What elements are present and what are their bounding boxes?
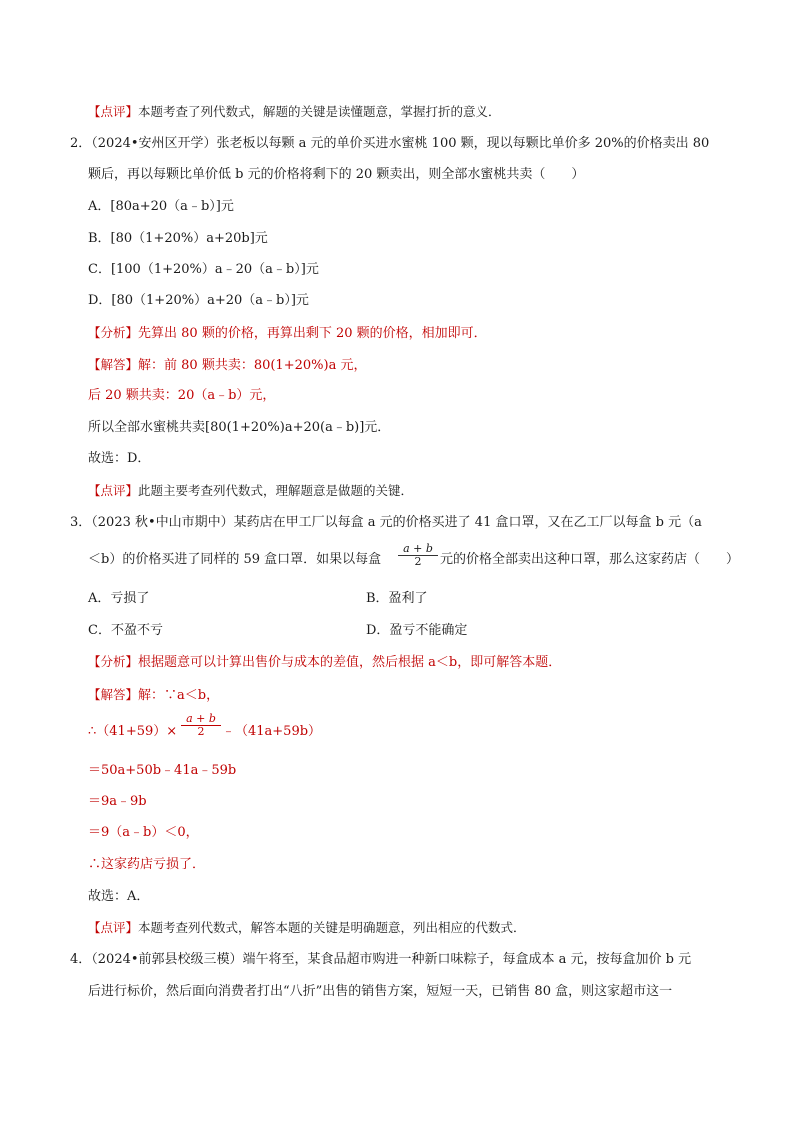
review-text: 此题主要考查列代数式，理解题意是做题的关键． — [138, 483, 414, 498]
q2-solution-line1 — [88, 356, 366, 375]
q3-calc-line3: ＝9a﹣9b — [88, 794, 147, 809]
fraction-numerator: a + b — [181, 713, 221, 726]
q4-stem-line1: 4．（2024•前郭县校级三模）端午将至，某食品超市购进一种新口味粽子，每盒成本 a 元，按每盒加价 b 元 — [70, 952, 692, 967]
analysis-tag: 【分析】 — [88, 654, 139, 669]
q4-stem-line2: 后进行标价，然后面向消费者打出“八折”出售的销售方案，短短一天，已销售 80 盒，则这家超市这一 — [88, 984, 673, 999]
q3-choice: 故选：A． — [88, 889, 150, 904]
q3-calc-line4: ＝9（a﹣b）＜0， — [88, 825, 199, 840]
analysis-text: 根据题意可以计算出售价与成本的差值，然后根据 a＜b，即可解答本题． — [138, 655, 562, 670]
q3-solution-line1 — [88, 686, 219, 705]
fraction-denominator: 2 — [197, 725, 205, 738]
q3-stem-line2b: 元的价格全部卖出这种口罩，那么这家药店（ ） — [440, 552, 740, 567]
q2-option-b: B．[80（1+20%）a+20b]元 — [88, 231, 268, 246]
q2-solution-line3: 所以全部水蜜桃共卖[80(1+20%)a+20(a﹣b)]元． — [88, 420, 391, 435]
review-text: 本题考查列代数式，解答本题的关键是明确题意，列出相应的代数式． — [138, 920, 526, 935]
analysis-tag: 【分析】 — [88, 325, 139, 340]
q2-review — [88, 482, 413, 501]
q3-analysis — [88, 653, 561, 672]
q3-stem-line2a: ＜b）的价格买进了同样的 59 盒口罩．如果以每盒 — [88, 552, 382, 567]
fraction-denominator: 2 — [414, 555, 422, 568]
fraction-numerator: a + b — [398, 543, 438, 556]
q3-stem-fraction — [398, 543, 438, 568]
q3-option-c: C．不盈不亏 — [88, 623, 163, 638]
review-tag: 【点评】 — [88, 483, 139, 498]
q2-option-c: C．[100（1+20%）a﹣20（a﹣b）]元 — [88, 262, 319, 277]
q2-stem-line2: 颗后，再以每颗比单价低 b 元的价格将剩下的 20 颗卖出，则全部水蜜桃共卖（ ） — [88, 167, 585, 182]
solution-text: 解：∵a＜b， — [138, 688, 220, 703]
q2-analysis — [88, 324, 487, 343]
solution-tag: 【解答】 — [88, 357, 139, 372]
q3-conclusion: ∴这家药店亏损了． — [88, 857, 206, 872]
q3-review — [88, 919, 526, 938]
review-tag: 【点评】 — [88, 920, 139, 935]
q1-review — [88, 103, 501, 122]
q3-option-d: D．盈亏不能确定 — [366, 623, 468, 638]
q3-calc-line1a: ∴（41+59）× — [88, 724, 178, 739]
q3-option-b: B．盈利了 — [366, 591, 428, 606]
q3-option-a: A．亏损了 — [88, 591, 150, 606]
q3-stem-line1: 3．（2023 秋•中山市期中）某药店在甲工厂以每盒 a 元的价格买进了 41 盒口罩，又在乙工厂以每盒 b 元（a — [70, 515, 702, 530]
q2-solution-line2: 后 20 颗共卖：20（a﹣b）元， — [88, 388, 276, 403]
q2-option-d: D．[80（1+20%）a+20（a﹣b）]元 — [88, 293, 309, 308]
q2-choice: 故选：D． — [88, 451, 151, 466]
q3-calc-line1b: ﹣（41a+59b） — [222, 724, 322, 739]
analysis-text: 先算出 80 颗的价格，再算出剩下 20 颗的价格，相加即可． — [138, 326, 487, 341]
review-text: 本题考查了列代数式，解题的关键是读懂题意，掌握打折的意义． — [138, 104, 501, 119]
solution-text: 解：前 80 颗共卖：80(1+20%)a 元， — [138, 358, 367, 373]
q2-stem-line1: 2．（2024•安州区开学）张老板以每颗 a 元的单价买进水蜜桃 100 颗，现以每颗比单价多 20%的价格卖出 80 — [70, 136, 710, 151]
q3-calc-fraction — [181, 713, 221, 738]
solution-tag: 【解答】 — [88, 687, 139, 702]
q3-calc-line2: ＝50a+50b﹣41a﹣59b — [88, 763, 237, 778]
q2-option-a: A．[80a+20（a﹣b）]元 — [88, 199, 234, 214]
review-tag: 【点评】 — [88, 104, 139, 119]
